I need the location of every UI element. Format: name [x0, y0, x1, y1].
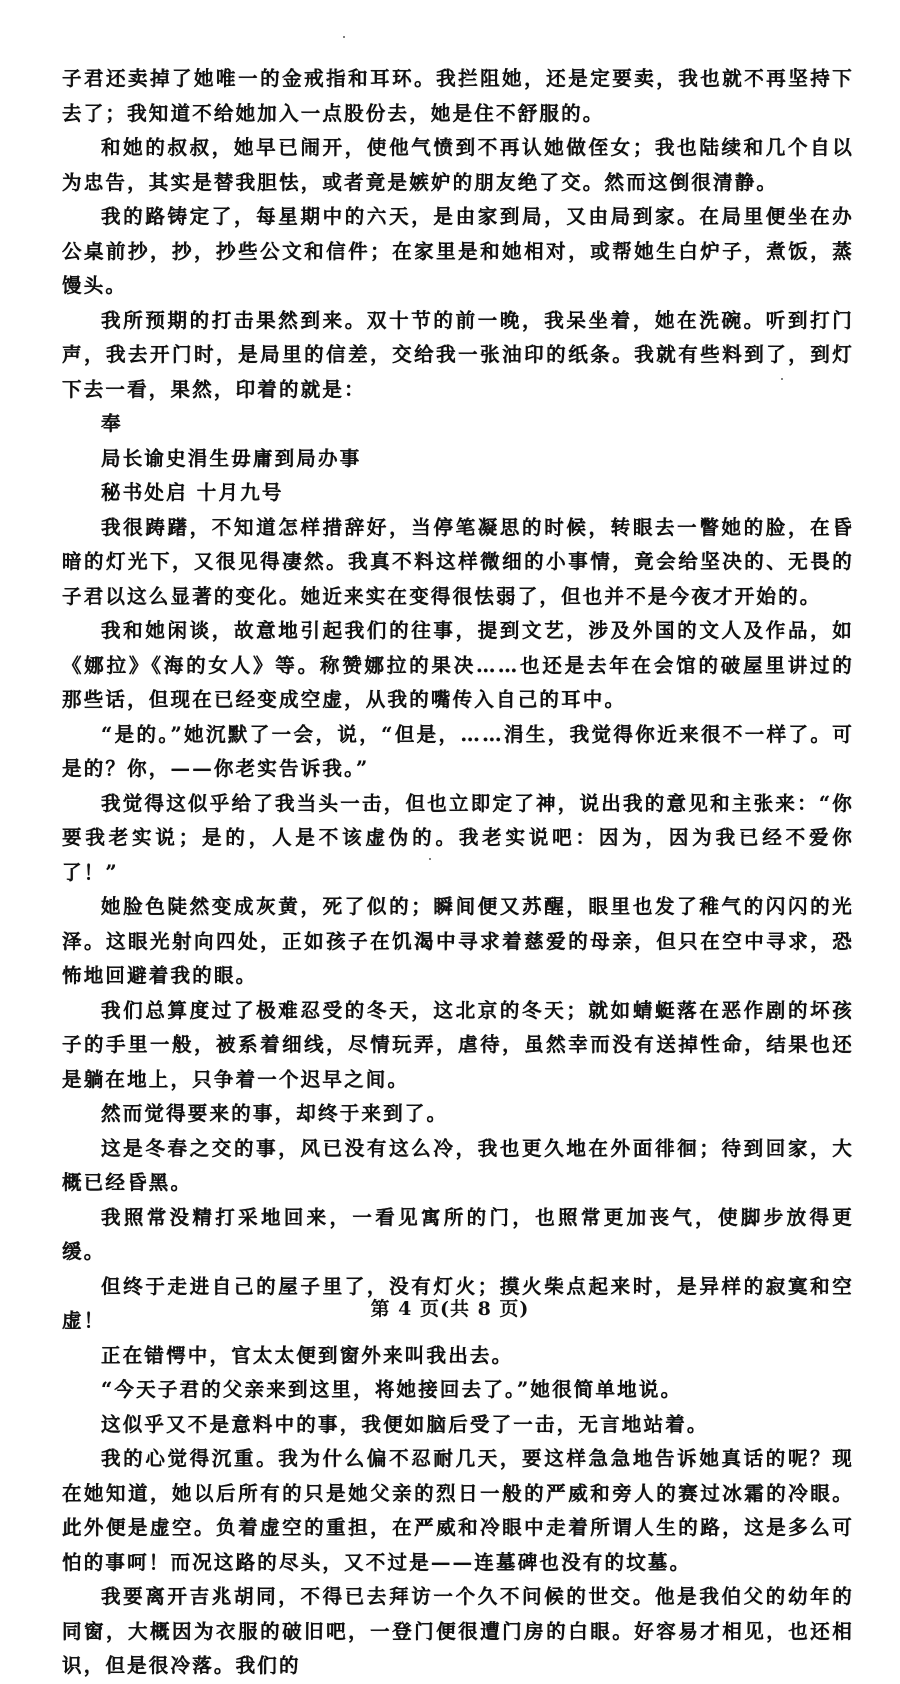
- paragraph-16: “今天子君的父亲来到这里，将她接回去了。”她很简单地说。: [101, 1378, 683, 1401]
- paragraph-9: 她脸色陡然变成灰黄，死了似的；瞬间便又苏醒，眼里也发了稚气的闪闪的光泽。这眼光射向四处，正如孩子在饥渴中寻求着慈爱的母亲，但只在空中寻求，恐怖地回避着我的眼。: [62, 895, 854, 987]
- paragraph-19: 我要离开吉兆胡同，不得已去拜访一个久不问候的世交。他是我伯父的幼年的同窗，大概因为衣服的破旧吧，一登门便很遭门房的白眼。好容易才相见，也还相识，但是很冷落。我们的: [62, 1585, 854, 1677]
- paragraph-3: 我的路铸定了，每星期中的六天，是由家到局，又由局到家。在局里便坐在办公桌前抄，抄，抄些公文和信件；在家里是和她相对，或帮她生白炉子，煮饭，蒸馒头。: [62, 205, 854, 297]
- scan-speck: [343, 36, 345, 38]
- paragraph-10: 我们总算度过了极难忍受的冬天，这北京的冬天；就如蜻蜓落在恶作剧的坏孩子的手里一般，被系着细线，尽情玩弄，虐待，虽然幸而没有送掉性命，结果也还是躺在地上，只争着一个迟早之间。: [62, 998, 854, 1091]
- notice-line-1: 奉: [101, 412, 123, 435]
- notice-line-3: 秘书处启 十月九号: [101, 481, 284, 504]
- paragraph-2: 和她的叔叔，她早已闹开，使他气愤到不再认她做侄女；我也陆续和几个自以为忠告，其实是替我胆怯，或者竟是嫉妒的朋友绝了交。然而这倒很清静。: [62, 136, 854, 194]
- paragraph-1: 子君还卖掉了她唯一的金戒指和耳环。我拦阻她，还是定要卖，我也就不再坚持下去了；我知道不给她加入一点股份去，她是住不舒服的。: [62, 67, 854, 125]
- paragraph-12: 这是冬春之交的事，风已没有这么冷，我也更久地在外面徘徊；待到回家，大概已经昏黑。: [62, 1136, 854, 1194]
- scan-speck: [429, 858, 431, 860]
- paragraph-14: 但终于走进自己的屋子里了，没有灯火；摸火柴点起来时，是异样的寂寞和空虚！: [62, 1274, 854, 1332]
- paragraph-17: 这似乎又不是意料中的事，我便如脑后受了一击，无言地站着。: [101, 1412, 709, 1436]
- scan-speck: [781, 378, 783, 380]
- notice-line-2: 局长谕史涓生毋庸到局办事: [101, 446, 362, 470]
- paragraph-8: 我觉得这似乎给了我当头一击，但也立即定了神，说出我的意见和主张来：“你要我老实说；是的，人是不该虚伪的。我老实说吧：因为，因为我已经不爱你了！”: [62, 791, 854, 884]
- paragraph-18: 我的心觉得沉重。我为什么偏不忍耐几天，要这样急急地告诉她真话的呢？现在她知道，她以后所有的只是她父亲的烈日一般的严威和旁人的赛过冰霜的冷眼。此外便是虚空。负着虚空的重担，在严威和冷眼中走着所谓人生的路，这是多么可怕的事呵！而况这路的尽头，又不过是——连墓碑也没有的坟墓。: [62, 1447, 854, 1574]
- paragraph-13: 我照常没精打采地回来，一看见寓所的门，也照常更加丧气，使脚步放得更缓。: [62, 1205, 854, 1263]
- paragraph-6: 我和她闲谈，故意地引起我们的往事，提到文艺，涉及外国的文人及作品，如《娜拉》《海的女人》等。称赞娜拉的果决……也还是去年在会馆的破屋里讲过的那些话，但现在已经变成空虚，从我的嘴传入自己的耳中。: [62, 619, 854, 711]
- paragraph-11: 然而觉得要来的事，却终于来到了。: [101, 1102, 449, 1125]
- paragraph-7: “是的。”她沉默了一会，说，“但是，……涓生，我觉得你近来很不一样了。可是的？你，——你老实告诉我。”: [62, 722, 854, 780]
- paragraph-4: 我所预期的打击果然到来。双十节的前一晚，我呆坐着，她在洗碗。听到打门声，我去开门时，是局里的信差，交给我一张油印的纸条。我就有些料到了，到灯下去一看，果然，印着的就是：: [62, 308, 854, 401]
- paragraph-15: 正在错愕中，官太太便到窗外来叫我出去。: [101, 1343, 514, 1367]
- paragraph-5: 我很踌躇，不知道怎样措辞好，当停笔凝思的时候，转眼去一瞥她的脸，在昏暗的灯光下，又很见得凄然。我真不料这样微细的小事情，竟会给坚决的、无畏的子君以这么显著的变化。她近来实在变得很怯弱了，但也并不是今夜才开始的。: [62, 515, 854, 608]
- page-footer: 第 4 页(共 8 页): [370, 1298, 530, 1320]
- document-body: [62, 62, 854, 1684]
